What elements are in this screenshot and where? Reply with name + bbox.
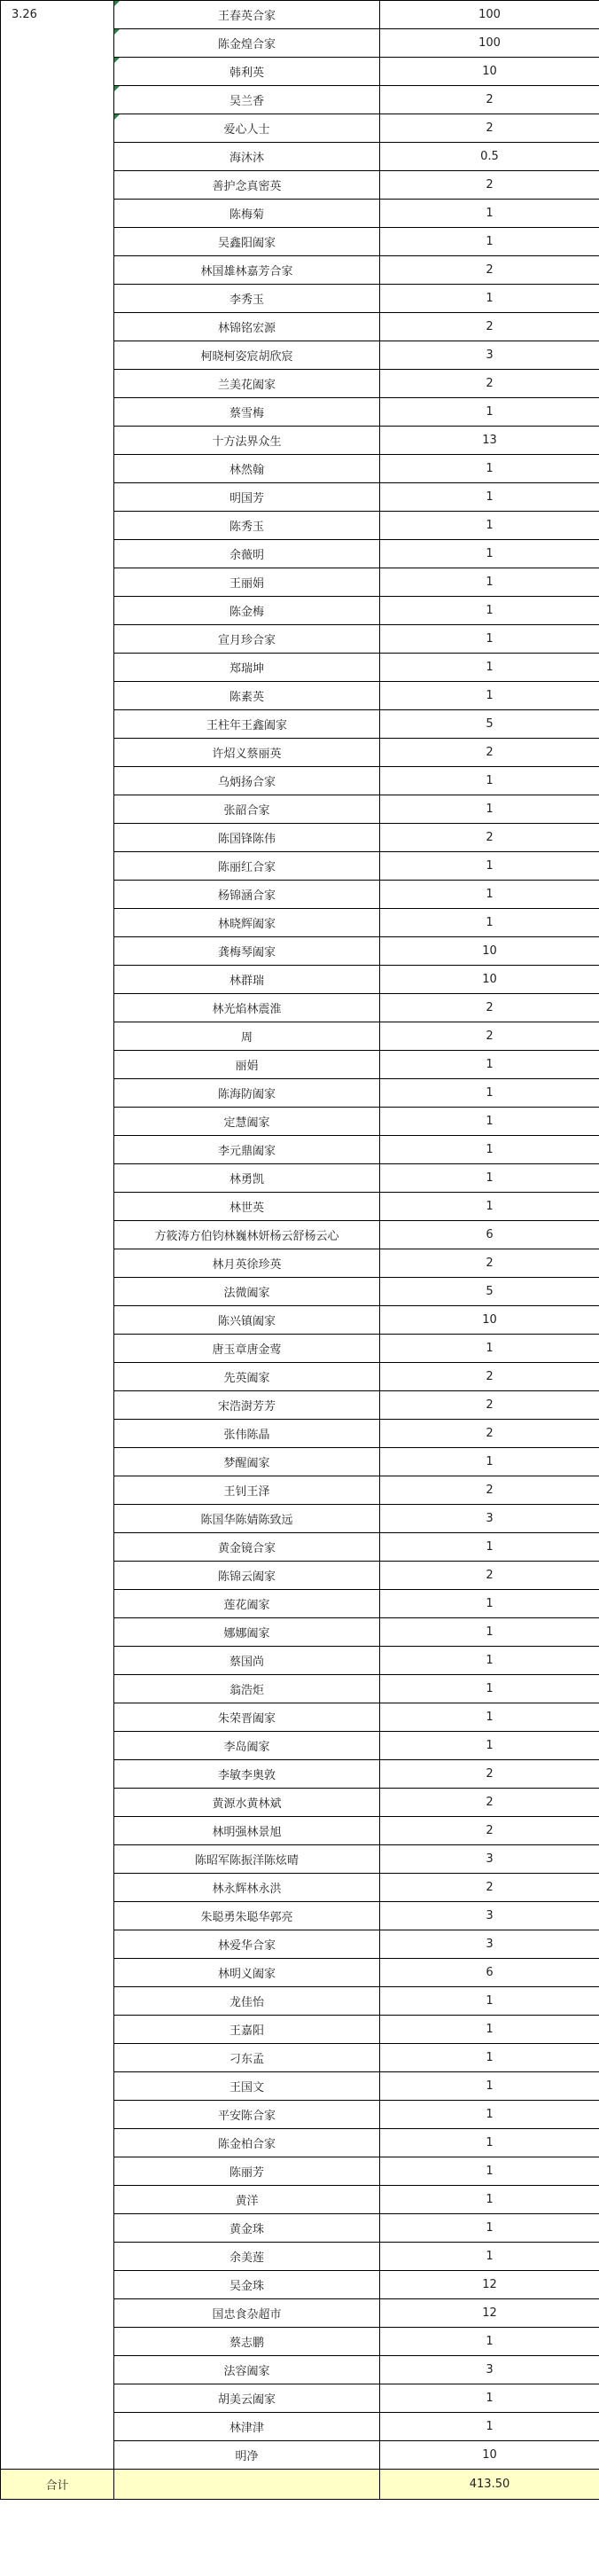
amount-cell: 1 [380,483,599,512]
amount-cell: 100 [380,1,599,29]
donor-name-cell: 梦醒阖家 [114,1448,380,1476]
amount-cell: 1 [380,625,599,654]
amount-cell: 2 [380,171,599,200]
donor-name-cell: 李敏李奥敦 [114,1760,380,1789]
amount-cell: 2 [380,1874,599,1902]
amount-cell: 1 [380,200,599,228]
table-row [1,1,599,29]
amount-cell: 3 [380,1930,599,1959]
amount-cell: 1 [380,2384,599,2413]
donor-name-cell: 陈丽红合家 [114,852,380,881]
donor-name-cell: 王嘉阳 [114,2016,380,2044]
amount-cell: 1 [380,568,599,597]
amount-cell: 1 [380,2101,599,2129]
donor-name-cell: 陈国华陈婧陈致远 [114,1505,380,1533]
donor-name-cell: 陈丽芳 [114,2157,380,2186]
donor-name-cell: 胡美云阖家 [114,2384,380,2413]
donor-name-cell: 林永辉林永洪 [114,1874,380,1902]
amount-cell: 1 [380,540,599,568]
amount-cell: 1 [380,767,599,795]
amount-cell: 12 [380,2299,599,2328]
donor-name-cell: 陈兴镇阖家 [114,1306,380,1335]
donor-name-cell: 朱聪勇朱聪华郭亮 [114,1902,380,1930]
amount-cell: 3 [380,2356,599,2384]
donor-name-cell: 法微阖家 [114,1278,380,1306]
total-label: 合计 [1,2470,114,2500]
donor-name-cell: 王春英合家 [114,1,380,29]
donor-name-cell: 宋浩澍芳芳 [114,1391,380,1420]
amount-cell: 3 [380,1505,599,1533]
donor-name-cell: 李元鼎阖家 [114,1136,380,1164]
total-spacer [114,2470,380,2500]
donor-name-cell: 平安陈合家 [114,2101,380,2129]
amount-cell: 1 [380,2157,599,2186]
amount-cell: 5 [380,710,599,739]
amount-cell: 3 [380,1845,599,1874]
amount-cell: 1 [380,285,599,313]
amount-cell: 1 [380,654,599,682]
amount-cell: 1 [380,1051,599,1079]
donor-name-cell: 善护念真密英 [114,171,380,200]
amount-cell: 1 [380,1618,599,1647]
amount-cell: 2 [380,1249,599,1278]
donor-name-cell: 周 [114,1022,380,1051]
amount-cell: 1 [380,1335,599,1363]
amount-cell: 10 [380,58,599,86]
amount-cell: 2 [380,370,599,398]
donor-name-cell: 明国芳 [114,483,380,512]
amount-cell: 1 [380,1987,599,2016]
amount-cell: 1 [380,1590,599,1618]
donor-name-cell: 黄洋 [114,2186,380,2214]
donor-name-cell: 吴兰香 [114,86,380,114]
donor-name-cell: 林勇凯 [114,1164,380,1193]
amount-cell: 1 [380,881,599,909]
amount-cell: 1 [380,2044,599,2072]
donor-name-cell: 黄金珠 [114,2214,380,2243]
donor-name-cell: 林月英徐珍英 [114,1249,380,1278]
amount-cell: 1 [380,398,599,427]
total-row [1,2470,599,2500]
amount-cell: 10 [380,966,599,994]
amount-cell: 0.5 [380,143,599,171]
donor-name-cell: 余薇明 [114,540,380,568]
amount-cell: 1 [380,512,599,540]
donor-name-cell: 林津津 [114,2413,380,2441]
donor-name-cell: 陈锦云阖家 [114,1562,380,1590]
amount-cell: 1 [380,1079,599,1108]
donor-name-cell: 林然翰 [114,455,380,483]
total-amount: 413.50 [380,2470,599,2500]
amount-cell: 2 [380,114,599,143]
amount-cell: 1 [380,852,599,881]
donor-name-cell: 王柱年王鑫阖家 [114,710,380,739]
donor-name-cell: 翁浩炬 [114,1675,380,1703]
amount-cell: 10 [380,2441,599,2470]
donor-name-cell: 宣月珍合家 [114,625,380,654]
amount-cell: 3 [380,341,599,370]
donor-name-cell: 丽娟 [114,1051,380,1079]
amount-cell: 1 [380,795,599,824]
amount-cell: 1 [380,2129,599,2157]
amount-cell: 6 [380,1959,599,1987]
donor-name-cell: 唐玉章唐金莺 [114,1335,380,1363]
amount-cell: 2 [380,1817,599,1845]
amount-cell: 3 [380,1902,599,1930]
amount-cell: 2 [380,86,599,114]
donor-name-cell: 陈昭军陈振洋陈炫晴 [114,1845,380,1874]
donor-name-cell: 林光焰林震淮 [114,994,380,1022]
donor-name-cell: 张韶合家 [114,795,380,824]
donor-name-cell: 陈金柏合家 [114,2129,380,2157]
donor-name-cell: 黄金镜合家 [114,1533,380,1562]
donor-name-cell: 郑瑞坤 [114,654,380,682]
date-cell: 3.26 [1,1,114,2470]
donor-name-cell: 定慧阖家 [114,1108,380,1136]
amount-cell: 1 [380,1448,599,1476]
donor-name-cell: 兰美花阖家 [114,370,380,398]
amount-cell: 2 [380,256,599,285]
amount-cell: 6 [380,1221,599,1249]
amount-cell: 12 [380,2271,599,2299]
amount-cell: 1 [380,1193,599,1221]
donor-name-cell: 刁东孟 [114,2044,380,2072]
amount-cell: 1 [380,2214,599,2243]
donation-table-body [1,1,599,2500]
donor-name-cell: 国忠食杂超市 [114,2299,380,2328]
donor-name-cell: 朱荣晋阖家 [114,1703,380,1732]
amount-cell: 2 [380,994,599,1022]
amount-cell: 1 [380,2016,599,2044]
amount-cell: 1 [380,909,599,937]
amount-cell: 10 [380,1306,599,1335]
donor-name-cell: 林世英 [114,1193,380,1221]
donor-name-cell: 明净 [114,2441,380,2470]
donor-name-cell: 林晓辉阖家 [114,909,380,937]
donor-name-cell: 张伟陈晶 [114,1420,380,1448]
donor-name-cell: 杨锦涵合家 [114,881,380,909]
amount-cell: 1 [380,1732,599,1760]
amount-cell: 2 [380,739,599,767]
donor-name-cell: 方筱涛方伯钧林巍林妍杨云舒杨云心 [114,1221,380,1249]
donor-name-cell: 陈秀玉 [114,512,380,540]
amount-cell: 1 [380,2243,599,2271]
donor-name-cell: 陈素英 [114,682,380,710]
donor-name-cell: 蔡志鹏 [114,2328,380,2356]
amount-cell: 1 [380,2413,599,2441]
donor-name-cell: 林爱华合家 [114,1930,380,1959]
amount-cell: 1 [380,1164,599,1193]
donor-name-cell: 十方法界众生 [114,427,380,455]
amount-cell: 2 [380,824,599,852]
amount-cell: 1 [380,1108,599,1136]
donor-name-cell: 王钊王泽 [114,1476,380,1505]
donor-name-cell: 余美莲 [114,2243,380,2271]
amount-cell: 2 [380,1391,599,1420]
amount-cell: 2 [380,1760,599,1789]
amount-cell: 1 [380,1675,599,1703]
donor-name-cell: 陈金梅 [114,597,380,625]
donor-name-cell: 法容阖家 [114,2356,380,2384]
donor-name-cell: 蔡雪梅 [114,398,380,427]
amount-cell: 100 [380,29,599,58]
amount-cell: 2 [380,1022,599,1051]
donor-name-cell: 柯晓柯姿宸胡欣宸 [114,341,380,370]
donor-name-cell: 王丽娟 [114,568,380,597]
amount-cell: 1 [380,2328,599,2356]
donor-name-cell: 海沐沐 [114,143,380,171]
donor-name-cell: 龙佳怡 [114,1987,380,2016]
donor-name-cell: 陈金煌合家 [114,29,380,58]
amount-cell: 2 [380,1363,599,1391]
donor-name-cell: 先英阖家 [114,1363,380,1391]
amount-cell: 1 [380,455,599,483]
amount-cell: 1 [380,2072,599,2101]
donor-name-cell: 陈国锋陈伟 [114,824,380,852]
amount-cell: 1 [380,228,599,256]
donor-name-cell: 吴金珠 [114,2271,380,2299]
amount-cell: 1 [380,597,599,625]
amount-cell: 2 [380,1789,599,1817]
donor-name-cell: 李秀玉 [114,285,380,313]
amount-cell: 5 [380,1278,599,1306]
donor-name-cell: 龚梅琴阖家 [114,937,380,966]
donor-name-cell: 李岛阖家 [114,1732,380,1760]
donor-name-cell: 乌炳扬合家 [114,767,380,795]
donor-name-cell: 陈海防阖家 [114,1079,380,1108]
donor-name-cell: 黄源水黄林斌 [114,1789,380,1817]
donor-name-cell: 蔡国尚 [114,1647,380,1675]
amount-cell: 1 [380,2186,599,2214]
amount-cell: 13 [380,427,599,455]
donor-name-cell: 林群瑞 [114,966,380,994]
donor-name-cell: 林国雄林嘉芳合家 [114,256,380,285]
amount-cell: 1 [380,682,599,710]
amount-cell: 2 [380,1420,599,1448]
amount-cell: 2 [380,313,599,341]
donor-name-cell: 吴鑫阳阖家 [114,228,380,256]
amount-cell: 1 [380,1703,599,1732]
amount-cell: 1 [380,1647,599,1675]
donor-name-cell: 林明强林景旭 [114,1817,380,1845]
amount-cell: 2 [380,1562,599,1590]
donor-name-cell: 娜娜阖家 [114,1618,380,1647]
donor-name-cell: 林锦铭宏源 [114,313,380,341]
donor-name-cell: 韩利英 [114,58,380,86]
donor-name-cell: 林明义阖家 [114,1959,380,1987]
amount-cell: 10 [380,937,599,966]
donor-name-cell: 莲花阖家 [114,1590,380,1618]
donor-name-cell: 陈梅菊 [114,200,380,228]
amount-cell: 2 [380,1476,599,1505]
amount-cell: 1 [380,1136,599,1164]
amount-cell: 1 [380,1533,599,1562]
donor-name-cell: 爱心人士 [114,114,380,143]
donor-name-cell: 王国文 [114,2072,380,2101]
donor-name-cell: 许炤义蔡丽英 [114,739,380,767]
